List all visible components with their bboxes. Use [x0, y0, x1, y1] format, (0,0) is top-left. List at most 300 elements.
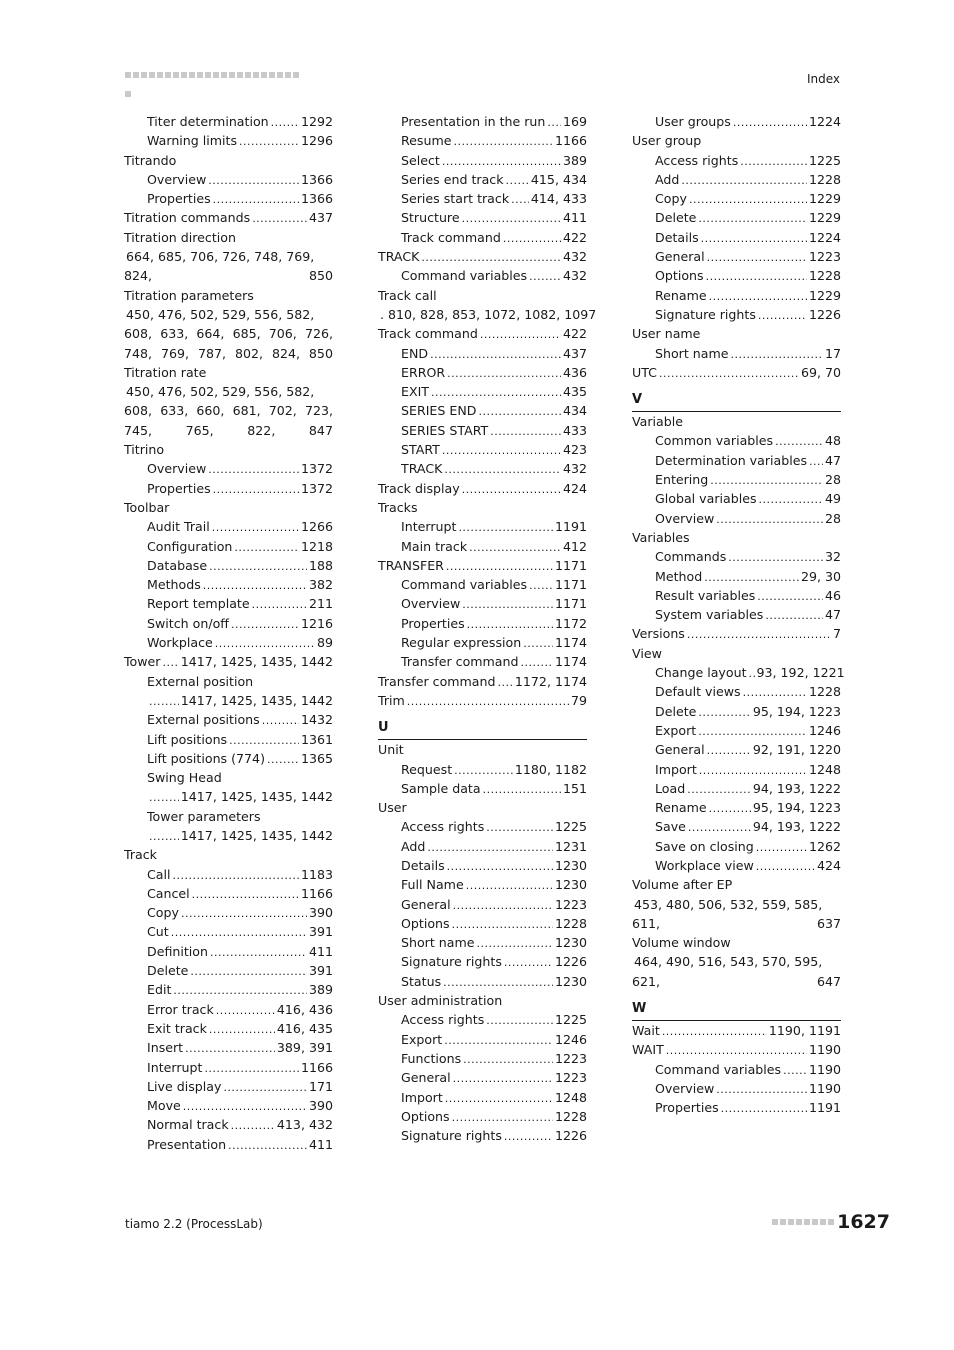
- index-entry: [124, 459, 333, 478]
- index-pages: 1361: [300, 731, 333, 747]
- index-term: Properties: [147, 191, 211, 207]
- index-term: General: [401, 1070, 451, 1086]
- index-entry: [124, 189, 333, 208]
- index-term: Interrupt: [147, 1059, 203, 1075]
- index-page: 685,: [232, 326, 261, 342]
- index-entry: [124, 1000, 333, 1019]
- index-entry: [378, 952, 587, 971]
- index-pages: 1432: [300, 712, 333, 728]
- leader-dots: [252, 595, 307, 614]
- index-page-list: [632, 914, 841, 933]
- index-entry: [124, 980, 333, 999]
- index-pages: 1216: [300, 615, 333, 631]
- index-term: Volume window: [632, 935, 731, 951]
- index-pages: 92, 191, 1220: [752, 742, 841, 758]
- index-page-list: [124, 401, 333, 420]
- index-entry: [124, 787, 333, 806]
- index-pages: 389: [308, 982, 333, 998]
- leader-dots: [208, 171, 299, 190]
- index-page-list: [124, 324, 333, 343]
- index-page: 633,: [160, 326, 189, 342]
- index-page: 706,: [268, 326, 297, 342]
- index-term: Move: [147, 1098, 181, 1114]
- leader-dots: [490, 422, 561, 441]
- index-term: Presentation: [147, 1136, 227, 1152]
- index-term: Track call: [378, 287, 437, 303]
- decoration-square: [253, 72, 259, 78]
- index-page-list: [124, 247, 333, 266]
- index-pages: 1224: [808, 114, 841, 129]
- leader-dots: [759, 490, 823, 509]
- decoration-square: [261, 72, 267, 78]
- leader-dots: [407, 692, 569, 711]
- index-term: Methods: [147, 577, 201, 593]
- index-entry: [632, 286, 841, 305]
- leader-dots: [758, 306, 807, 325]
- index-term: Error track: [147, 1001, 214, 1017]
- leader-dots: [503, 229, 561, 248]
- index-term: Overview: [401, 596, 461, 612]
- index-pages: 453, 480, 506, 532, 559, 585,: [634, 896, 823, 912]
- index-entry: [378, 421, 587, 440]
- leader-dots: [486, 1011, 553, 1030]
- index-entry: [124, 826, 333, 845]
- index-pages: 7: [832, 626, 841, 642]
- index-entry: [378, 691, 587, 710]
- index-term: Add: [401, 838, 426, 854]
- index-pages: 414, 433: [530, 191, 587, 207]
- index-term: END: [401, 345, 429, 361]
- leader-dots: [185, 1039, 275, 1058]
- index-entry: [378, 556, 587, 575]
- index-pages: 1366: [300, 171, 333, 187]
- index-pages: 1190: [808, 1042, 841, 1058]
- index-page-list: [632, 972, 841, 991]
- index-heading: [124, 672, 333, 691]
- leader-dots: [149, 827, 179, 846]
- index-pages: 94, 193, 1222: [752, 780, 841, 796]
- leader-dots: [504, 953, 553, 972]
- index-entry: [378, 363, 587, 382]
- index-pages: 1226: [554, 1128, 587, 1144]
- index-term: Short name: [401, 935, 475, 951]
- index-term: Overview: [655, 1080, 715, 1096]
- index-pages: 69, 70: [800, 364, 841, 380]
- decoration-square: [141, 72, 147, 78]
- index-entry: [378, 817, 587, 836]
- index-pages: 1365: [300, 750, 333, 766]
- index-term: Access rights: [655, 152, 739, 168]
- index-heading: [124, 807, 333, 826]
- index-term: Track command: [378, 326, 478, 342]
- index-term: Delete: [147, 963, 189, 979]
- leader-dots: [231, 1116, 275, 1135]
- index-pages: 1417, 1425, 1435, 1442: [180, 692, 333, 708]
- index-letter-heading: W: [632, 1001, 841, 1021]
- leader-dots: [430, 345, 561, 364]
- footer-product: tiamo 2.2 (ProcessLab): [125, 1217, 263, 1231]
- index-entry: [378, 895, 587, 914]
- index-pages: 93, 192, 1221: [756, 665, 845, 681]
- index-page: 824,: [271, 345, 300, 361]
- index-pages: 1166: [554, 133, 587, 149]
- index-term: START: [401, 442, 440, 458]
- index-page: 850: [308, 268, 333, 284]
- index-page: 824,: [124, 268, 153, 284]
- index-term: Interrupt: [401, 519, 457, 535]
- index-entry: [124, 575, 333, 594]
- index-pages: 1172, 1174: [514, 673, 587, 689]
- index-pages: 1372: [300, 480, 333, 496]
- index-pages: 95, 194, 1223: [752, 800, 841, 816]
- leader-dots: [209, 557, 307, 576]
- index-pages: . 810, 828, 853, 1072, 1082, 1097: [380, 306, 597, 322]
- leader-dots: [212, 518, 299, 537]
- leader-dots: [707, 248, 807, 267]
- index-pages: 1248: [808, 761, 841, 777]
- decoration-square: [804, 1219, 810, 1225]
- index-pages: 424: [816, 857, 841, 873]
- index-term: Report template: [147, 596, 250, 612]
- index-entry: [632, 470, 841, 489]
- index-term: Default views: [655, 684, 741, 700]
- index-entry: [632, 624, 841, 643]
- index-pages: 89: [316, 635, 333, 651]
- leader-dots: [431, 383, 561, 402]
- index-term: Unit: [378, 742, 404, 758]
- index-term: UTC: [632, 364, 657, 380]
- index-pages: 47: [824, 452, 841, 468]
- leader-dots: [523, 634, 553, 653]
- index-term: Full Name: [401, 877, 464, 893]
- index-term: Export: [655, 722, 697, 738]
- index-heading: [124, 228, 333, 247]
- index-pages: 94, 193, 1222: [752, 819, 841, 835]
- index-pages: 412: [562, 538, 587, 554]
- index-entry: [124, 865, 333, 884]
- index-term: Resume: [401, 133, 452, 149]
- index-pages: 1166: [300, 885, 333, 901]
- decoration-square: [780, 1219, 786, 1225]
- index-entry: [378, 575, 587, 594]
- leader-dots: [447, 857, 553, 876]
- index-entry: [632, 451, 841, 470]
- index-page: 745,: [124, 422, 153, 438]
- index-term: Rename: [655, 287, 707, 303]
- index-entry: [378, 247, 587, 266]
- index-entry: [632, 702, 841, 721]
- index-pages: 437: [308, 210, 333, 226]
- index-pages: 450, 476, 502, 529, 556, 582,: [126, 384, 315, 400]
- index-entry: [124, 1077, 333, 1096]
- index-entry: [378, 614, 587, 633]
- index-heading: [124, 768, 333, 787]
- decoration-square: [285, 72, 291, 78]
- decoration-square: [796, 1219, 802, 1225]
- leader-dots: [453, 896, 553, 915]
- leader-dots: [547, 113, 561, 132]
- decoration-square: [157, 72, 163, 78]
- leader-dots: [271, 113, 299, 132]
- index-term: Track: [124, 847, 157, 863]
- leader-dots: [775, 432, 823, 451]
- index-pages: 1246: [808, 722, 841, 738]
- index-term: Save: [655, 819, 686, 835]
- index-term: SERIES START: [401, 422, 489, 438]
- decoration-square: [229, 72, 235, 78]
- index-entry: [378, 131, 587, 150]
- index-entry: [632, 247, 841, 266]
- index-pages: 1171: [554, 557, 587, 573]
- index-term: SERIES END: [401, 403, 477, 419]
- index-entry: [632, 586, 841, 605]
- leader-dots: [454, 132, 553, 151]
- index-entry: [378, 1088, 587, 1107]
- index-entry: [124, 614, 333, 633]
- leader-dots: [458, 518, 553, 537]
- index-pages: 433: [562, 422, 587, 438]
- index-term: EXIT: [401, 384, 429, 400]
- index-term: Volume after EP: [632, 877, 733, 893]
- index-term: Series end track: [401, 171, 504, 187]
- leader-dots: [462, 209, 561, 228]
- index-term: Cut: [147, 924, 169, 940]
- index-entry: [632, 817, 841, 836]
- leader-dots: [716, 510, 823, 529]
- index-pages: 413, 432: [276, 1117, 333, 1133]
- index-term: System variables: [655, 607, 764, 623]
- decoration-square: [828, 1219, 834, 1225]
- index-pages: 1218: [300, 538, 333, 554]
- index-term: Exit track: [147, 1020, 207, 1036]
- index-entry: [124, 633, 333, 652]
- index-entry: [124, 594, 333, 613]
- index-pages: 1223: [554, 1070, 587, 1086]
- index-page: 748,: [124, 345, 153, 361]
- index-term: Titration rate: [124, 364, 207, 380]
- index-entry: [632, 1040, 841, 1059]
- index-page: 787,: [197, 345, 227, 361]
- leader-dots: [463, 1050, 553, 1069]
- index-pages: 1417, 1425, 1435, 1442: [180, 827, 333, 843]
- index-pages: 1230: [554, 973, 587, 989]
- leader-dots: [183, 1097, 307, 1116]
- index-heading: [124, 151, 333, 170]
- index-heading: [124, 440, 333, 459]
- index-pages: 411: [562, 210, 587, 226]
- decoration-square: [165, 72, 171, 78]
- decoration-square: [788, 1219, 794, 1225]
- leader-dots: [467, 615, 553, 634]
- index-entry: [124, 884, 333, 903]
- index-pages: 391: [308, 924, 333, 940]
- index-heading: [378, 286, 587, 305]
- index-page-list: [632, 895, 841, 914]
- index-entry: [124, 1135, 333, 1154]
- index-entry: [632, 208, 841, 227]
- index-entry: [124, 208, 333, 227]
- leader-dots: [171, 923, 307, 942]
- leader-dots: [442, 441, 561, 460]
- decoration-square: [181, 72, 187, 78]
- index-entry: [124, 922, 333, 941]
- index-term: General: [655, 249, 705, 265]
- index-page: 723,: [304, 403, 333, 419]
- index-pages: 422: [562, 229, 587, 245]
- index-pages: 1417, 1425, 1435, 1442: [180, 654, 333, 670]
- index-term: User name: [632, 326, 701, 342]
- index-entry: [378, 760, 587, 779]
- leader-dots: [688, 818, 751, 837]
- index-pages: 390: [308, 1098, 333, 1114]
- index-pages: 1228: [808, 171, 841, 187]
- leader-dots: [689, 190, 807, 209]
- index-page: 681,: [232, 403, 261, 419]
- index-term: TRANSFER: [378, 557, 444, 573]
- leader-dots: [704, 568, 799, 587]
- index-entry: [632, 228, 841, 247]
- index-pages: 188: [308, 557, 333, 573]
- index-pages: 1226: [554, 954, 587, 970]
- index-pages: 79: [570, 692, 587, 708]
- decoration-square: [133, 72, 139, 78]
- index-pages: 1174: [554, 635, 587, 651]
- index-term: Options: [401, 915, 450, 931]
- index-term: Details: [401, 857, 445, 873]
- index-heading: [632, 324, 841, 343]
- index-pages: 432: [562, 249, 587, 265]
- leader-dots: [229, 731, 299, 750]
- index-entry: [124, 691, 333, 710]
- leader-dots: [446, 557, 553, 576]
- index-heading: [378, 740, 587, 759]
- index-entry: [378, 633, 587, 652]
- page-header-title: Index: [806, 72, 840, 86]
- index-term: Wait: [632, 1023, 660, 1039]
- index-entry: [378, 1049, 587, 1068]
- index-term: Delete: [655, 703, 697, 719]
- leader-dots: [427, 838, 553, 857]
- index-entry: [632, 779, 841, 798]
- index-term: Select: [401, 152, 440, 168]
- leader-dots: [706, 267, 807, 286]
- index-term: WAIT: [632, 1042, 664, 1058]
- index-page-list: [124, 382, 333, 401]
- index-pages: 432: [562, 461, 587, 477]
- index-term: Save on closing: [655, 838, 754, 854]
- index-entry: [378, 266, 587, 285]
- index-term: Signature rights: [655, 306, 756, 322]
- decoration-square: [173, 72, 179, 78]
- leader-dots: [234, 538, 299, 557]
- leader-dots: [707, 741, 751, 760]
- index-pages: 1246: [554, 1031, 587, 1047]
- index-entry: [632, 363, 841, 382]
- index-term: Titration commands: [124, 210, 251, 226]
- index-pages: 47: [824, 607, 841, 623]
- leader-dots: [452, 915, 553, 934]
- index-page: 850: [308, 345, 333, 361]
- leader-dots: [483, 780, 561, 799]
- index-page: 765,: [185, 422, 214, 438]
- index-heading: [378, 798, 587, 817]
- index-entry: [632, 151, 841, 170]
- index-term: Series start track: [401, 191, 510, 207]
- leader-dots: [498, 673, 513, 692]
- index-pages: 1228: [808, 268, 841, 284]
- index-term: Command variables: [401, 577, 528, 593]
- index-page: 702,: [268, 403, 297, 419]
- leader-dots: [173, 981, 307, 1000]
- index-term: TRACK: [401, 461, 443, 477]
- leader-dots: [162, 653, 178, 672]
- index-term: Change layout: [655, 665, 747, 681]
- page-number: 1627: [837, 1211, 890, 1233]
- index-pages: 424: [562, 480, 587, 496]
- index-heading: [378, 498, 587, 517]
- index-entry: [632, 509, 841, 528]
- leader-dots: [462, 595, 553, 614]
- leader-dots: [728, 548, 823, 567]
- leader-dots: [757, 587, 823, 606]
- index-entry: [124, 1019, 333, 1038]
- index-entry: [124, 112, 333, 131]
- index-term: Structure: [401, 210, 460, 226]
- index-term: Normal track: [147, 1117, 229, 1133]
- index-entry: [124, 1115, 333, 1134]
- index-entry: [124, 131, 333, 150]
- index-term: Titer determination: [147, 114, 269, 129]
- index-pages: 664, 685, 706, 726, 748, 769,: [126, 249, 315, 265]
- index-term: Properties: [147, 480, 211, 496]
- index-term: Definition: [147, 943, 208, 959]
- decoration-square: [772, 1219, 778, 1225]
- index-pages: 1225: [554, 1012, 587, 1028]
- index-term: Cancel: [147, 885, 190, 901]
- index-term: User groups: [655, 114, 731, 129]
- index-pages: 1229: [808, 210, 841, 226]
- index-entry: [124, 1038, 333, 1057]
- index-term: Entering: [655, 472, 709, 488]
- index-pages: 423: [562, 442, 587, 458]
- index-page-list: [632, 952, 841, 971]
- index-page: 660,: [196, 403, 225, 419]
- decoration-square: [221, 72, 227, 78]
- index-column-1: [124, 112, 333, 1154]
- index-term: Trim: [378, 692, 405, 708]
- index-entry: [124, 517, 333, 536]
- index-heading: [632, 644, 841, 663]
- index-page: 822,: [247, 422, 276, 438]
- index-heading: [632, 131, 841, 150]
- index-term: Live display: [147, 1078, 222, 1094]
- index-pages: 1183: [300, 866, 333, 882]
- index-heading: [124, 498, 333, 517]
- leader-dots: [740, 152, 807, 171]
- leader-dots: [454, 761, 513, 780]
- index-term: Variable: [632, 414, 683, 430]
- index-entry: [378, 189, 587, 208]
- index-pages: 48: [824, 433, 841, 449]
- leader-dots: [480, 325, 561, 344]
- index-pages: 411: [308, 1136, 333, 1152]
- index-pages: 1262: [808, 838, 841, 854]
- index-entry: [632, 344, 841, 363]
- index-pages: 171: [308, 1078, 333, 1094]
- leader-dots: [210, 943, 307, 962]
- index-pages: 1191: [554, 519, 587, 535]
- leader-dots: [447, 364, 561, 383]
